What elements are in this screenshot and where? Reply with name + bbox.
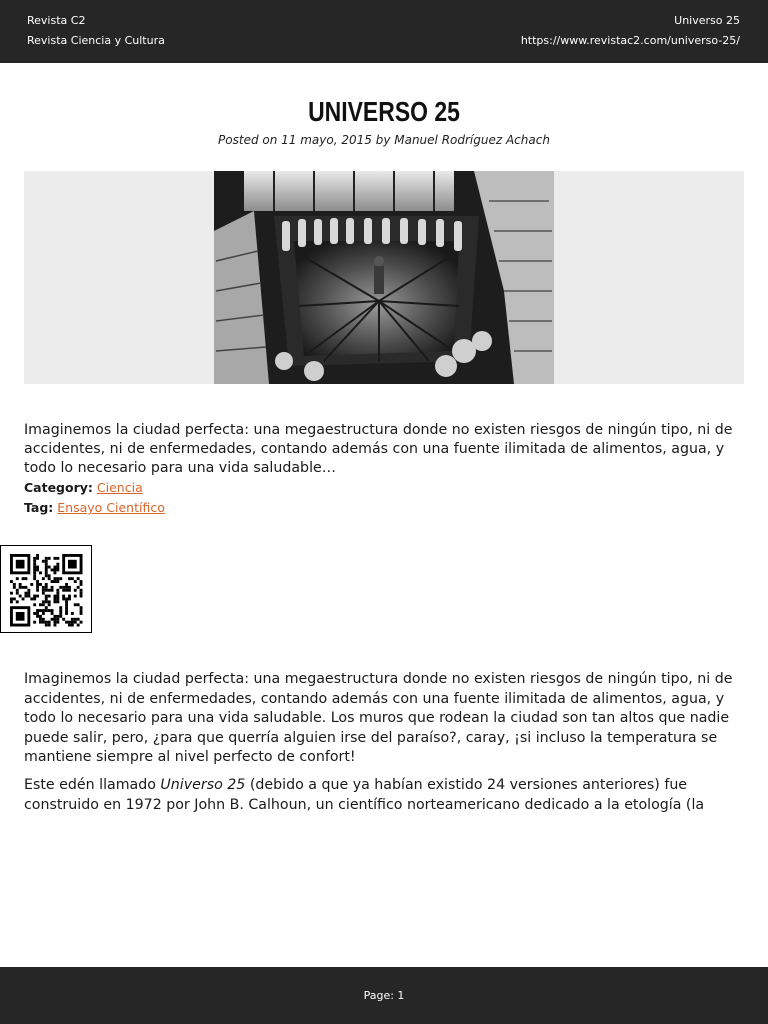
- tag-link[interactable]: Ensayo Científico: [57, 500, 165, 515]
- category-row: [24, 480, 143, 495]
- category-label: Category:: [24, 480, 93, 495]
- tag-label: Tag:: [24, 500, 54, 515]
- paragraph-2-rest: (debido a que ya habían existido 24 versiones anteriores) fue construido en 1972 por John B. Calhoun, un científico norteamericano dedicado a la etología (la: [24, 777, 705, 813]
- article-excerpt: Imaginemos la ciudad perfecta: una megaestructura donde no existen riesgos de ningún tipo, ni de accidentes, ni de enfermedades, contando además con una fuente ilimitada de alimentos, agua, y todo lo necesario para una vida saludable…: [24, 422, 733, 477]
- featured-image-band: [24, 171, 744, 384]
- paragraph-2-lead: Este edén llamado: [24, 777, 161, 793]
- body-paragraph-2: [24, 776, 744, 815]
- body-paragraph-1: Imaginemos la ciudad perfecta: una megaestructura donde no existen riesgos de ningún tipo, ni de accidentes, ni de enfermedades, contando además con una fuente ilimitada de alimentos, agua, y todo lo necesario para una vida saludable. Los muros que rodean la ciudad son tan altos que nadie puede salir, pero, ¿para que querría alguien irse del paraíso?, caray, ¡si incluso la temperatura se mantiene siempre al nivel perfecto de confort!: [24, 671, 733, 766]
- article-byline: Posted on 11 mayo, 2015 by Manuel Rodríguez Achach: [218, 133, 550, 147]
- paragraph-2-emphasis: Universo 25: [160, 777, 246, 793]
- page-number: Page: 1: [363, 989, 405, 1002]
- category-link[interactable]: Ciencia: [96, 480, 143, 495]
- header-left: [27, 11, 165, 51]
- qr-code: [0, 545, 92, 633]
- header-url: https://www.revistac2.com/universo-25/: [520, 34, 740, 47]
- qr-code-icon: [1, 546, 91, 632]
- print-footer: [0, 967, 768, 1024]
- tag-row: [24, 500, 165, 515]
- header-right: [521, 11, 740, 51]
- header-page-title: Universo 25: [674, 14, 740, 27]
- site-name: Revista C2: [27, 14, 86, 27]
- print-header: [0, 0, 768, 63]
- site-full-name: Revista Ciencia y Cultura: [27, 34, 165, 47]
- featured-image: [214, 171, 554, 384]
- article-title: UNIVERSO 25: [308, 96, 460, 127]
